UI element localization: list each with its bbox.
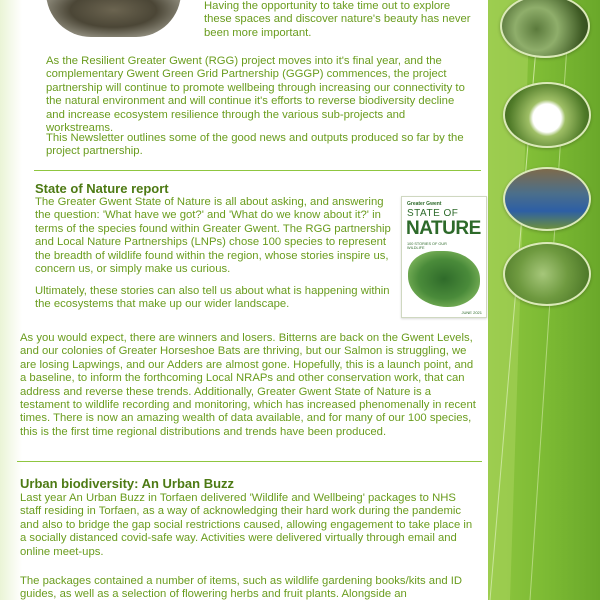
state-of-nature-paragraph-1 (35, 196, 395, 276)
intro-text: Having the opportunity to take time out to explore these spaces and discover nature's beauty has never been more important. (204, 0, 471, 39)
cover-subtitle: 100 STORIES OF OUR WILDLIFE (407, 242, 447, 250)
state-of-nature-paragraph-3 (20, 332, 480, 439)
cover-map-dragonfly-image (408, 251, 480, 307)
state-of-nature-heading: State of Nature report (35, 181, 169, 196)
newsletter-paragraph (46, 132, 466, 159)
son-text-1: The Greater Gwent State of Nature is all about asking, and answering the question: 'What have we got?' and 'What do we know about it?' in terms of the species found within Greater Gwent. The RGG partnership and Local Nature Partnerships (LNPs) chose 100 species to represent the breadth of wildlife found within the region, whose stories inspire us, concern us, or simply make us curious. (35, 196, 391, 276)
cover-title-line1: STATE OF (407, 208, 459, 219)
son-text-3: As you would expect, there are winners and losers. Bitterns are back on the Gwent Levels, and our colonies of Greater Horseshoe Bats are thriving, but our Salmon is struggling, we are losing Lapwings, and our Adders are almost gone. Hopefully, this is a launch point, and a baseline, to inform the forthcoming Local NRAPs and other conservation work, that can address and reverse these trends. Additionally, Greater Gwent State of Nature is a testament to wildlife recording and monitoring, which has increased phenomenally in recent times. There is now an amazing wealth of data available, and for many of our 100 species, this is the first time regional distributions and trends have been produced. (20, 332, 476, 438)
newsletter-text: This Newsletter outlines some of the good news and outputs produced so far by the project partnership. (46, 132, 464, 158)
urban-buzz-heading: Urban biodiversity: An Urban Buzz (20, 476, 235, 491)
rgg-text: As the Resilient Greater Gwent (RGG) project moves into it's final year, and the complementary Gwent Green Grid Partnership (GGGP) commences, the project partnership will continue to promote wellbeing through increasing our connectivity to the natural environment and will continue it's efforts to reverse biodiversity decline and increase ecosystem resilience through the various sub-projects and workstreams. (46, 55, 465, 135)
cover-title-line2: NATURE (406, 218, 481, 239)
cover-publisher: Greater Gwent (407, 201, 442, 207)
children-group-photo (503, 167, 591, 231)
son-text-2: Ultimately, these stories can also tell us about what is happening within the ecosystems that make up our wider landscape. (35, 285, 390, 311)
butterfly-daisy-photo (503, 82, 591, 148)
urban-buzz-paragraph-2 (20, 575, 480, 602)
state-of-nature-paragraph-2 (35, 285, 395, 312)
rgg-paragraph (46, 55, 470, 135)
section-divider (34, 170, 481, 171)
top-landscape-photo (46, 0, 181, 37)
urban-buzz-paragraph-1 (20, 492, 480, 559)
ub-text-1: Last year An Urban Buzz in Torfaen delivered 'Wildlife and Wellbeing' packages to NHS staff residing in Torfaen, as a way of acknowledging their hard work during the pandemic and also to bridge the gap social restrictions caused, allowing engagement to take place in a socially distanced covid-safe way. Activities were delivered virtually through email and online meet-ups. (20, 492, 473, 558)
cover-date: JUNE 2021 (461, 310, 482, 315)
ub-text-2: The packages contained a number of items, such as wildlife gardening books/kits and ID guides, as well as a selection of flowering herbs and fruit plants. Alongside an (20, 575, 463, 601)
intro-paragraph-tail (204, 0, 474, 40)
section-divider (17, 461, 482, 462)
dragonfly-photo (503, 242, 591, 306)
state-of-nature-report-cover (401, 196, 487, 318)
left-decorative-band (0, 0, 22, 600)
